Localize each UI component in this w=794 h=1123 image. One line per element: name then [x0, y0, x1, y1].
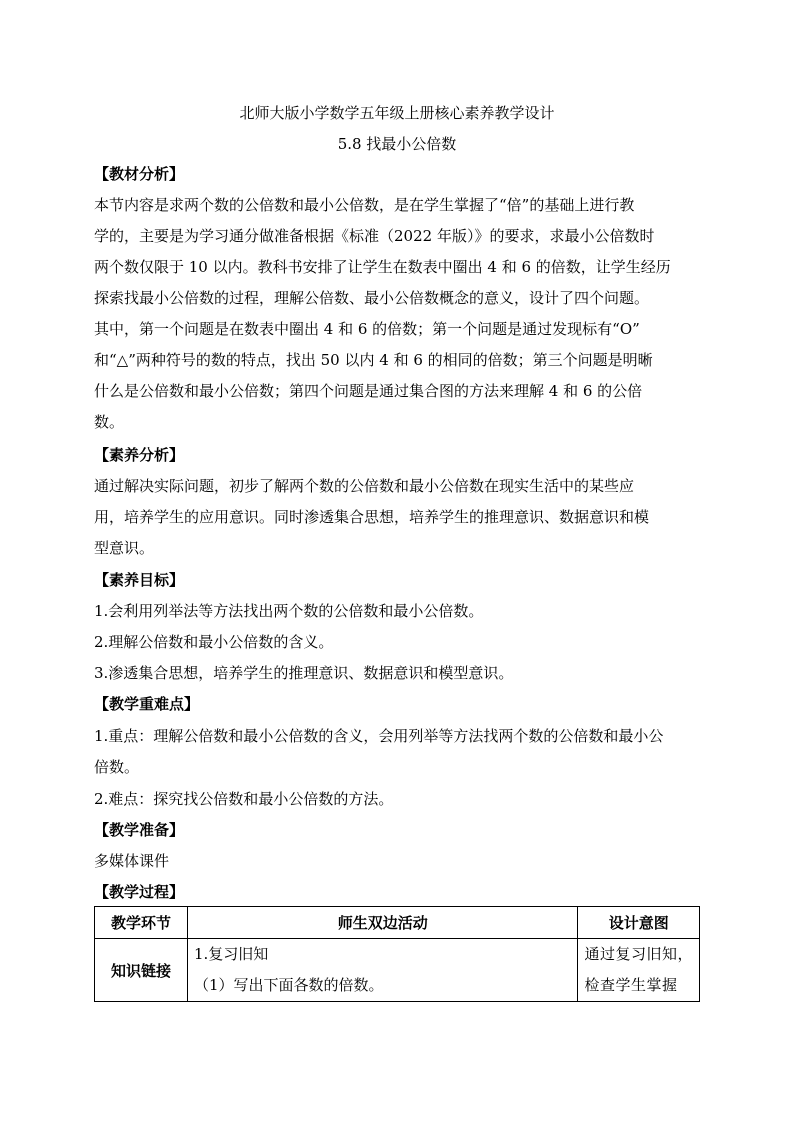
preparation-text: 多媒体课件	[94, 852, 170, 870]
heading-key-difficult-points: 【教学重难点】	[94, 695, 200, 713]
paragraph-line: 和“△”两种符号的数的特点，找出 50 以内 4 和 6 的相同的倍数；第三个问题是明晰	[94, 351, 653, 369]
paragraph-line: 什么是公倍数和最小公倍数；第四个问题是通过集合图的方法来理解 4 和 6 的公倍	[94, 382, 643, 400]
intent-cell	[578, 939, 700, 1002]
document-title: 北师大版小学数学五年级上册核心素养教学设计	[239, 104, 555, 122]
column-header-intent: 设计意图	[578, 907, 700, 939]
heading-literacy-goals: 【素养目标】	[94, 571, 185, 589]
goal-item: 1.会利用列举法等方法找出两个数的公倍数和最小公倍数。	[94, 602, 484, 620]
table-row	[95, 939, 700, 1002]
paragraph-line: 用，培养学生的应用意识。同时渗透集合思想，培养学生的推理意识、数据意识和模	[94, 508, 650, 526]
intent-line: 检查学生掌握	[584, 976, 678, 994]
stage-cell: 知识链接	[95, 939, 188, 1002]
paragraph-line: 型意识。	[94, 539, 155, 557]
column-header-stage: 教学环节	[95, 907, 188, 939]
heading-teaching-process: 【教学过程】	[94, 883, 185, 901]
heading-teaching-preparation: 【教学准备】	[94, 821, 185, 839]
activity-line: （1）写出下面各数的倍数。	[194, 976, 384, 994]
lesson-title: 5.8 找最小公倍数	[337, 135, 457, 153]
goal-item: 2.理解公倍数和最小公倍数的含义。	[94, 633, 334, 651]
paragraph-line: 通过解决实际问题，初步了解两个数的公倍数和最小公倍数在现实生活中的某些应	[94, 477, 635, 495]
intent-line: 通过复习旧知，	[584, 945, 693, 963]
paragraph-line: 其中，第一个问题是在数表中圈出 4 和 6 的倍数；第一个问题是通过发现标有“O”	[94, 320, 640, 338]
paragraph-line: 探索找最小公倍数的过程，理解公倍数、最小公倍数概念的意义，设计了四个问题。	[94, 289, 650, 307]
paragraph-line: 两个数仅限于 10 以内。教科书安排了让学生在数表中圈出 4 和 6 的倍数，让学生经历	[94, 258, 671, 276]
paragraph-line: 倍数。	[94, 758, 140, 776]
teaching-process-table	[94, 906, 700, 1002]
difficult-point: 2.难点：探究找公倍数和最小公倍数的方法。	[94, 790, 394, 808]
paragraph-line: 本节内容是求两个数的公倍数和最小公倍数，是在学生掌握了“倍”的基础上进行教	[94, 196, 635, 214]
heading-literacy-analysis: 【素养分析】	[94, 446, 185, 464]
activity-cell	[188, 939, 578, 1002]
literacy-analysis-paragraph	[94, 476, 706, 558]
key-point-paragraph	[94, 726, 706, 777]
paragraph-line: 1.重点：理解公倍数和最小公倍数的含义，会用列举等方法找两个数的公倍数和最小公	[94, 727, 664, 745]
column-header-activity: 师生双边活动	[188, 907, 578, 939]
paragraph-line: 学的，主要是为学习通分做准备根据《标准（2022 年版）》的要求，求最小公倍数时	[94, 227, 655, 245]
textbook-analysis-paragraph	[94, 195, 706, 432]
activity-line: 1.复习旧知	[194, 945, 269, 963]
heading-textbook-analysis: 【教材分析】	[94, 165, 185, 183]
table-header-row	[95, 907, 700, 939]
paragraph-line: 数。	[94, 413, 125, 431]
goal-item: 3.渗透集合思想，培养学生的推理意识、数据意识和模型意识。	[94, 664, 514, 682]
